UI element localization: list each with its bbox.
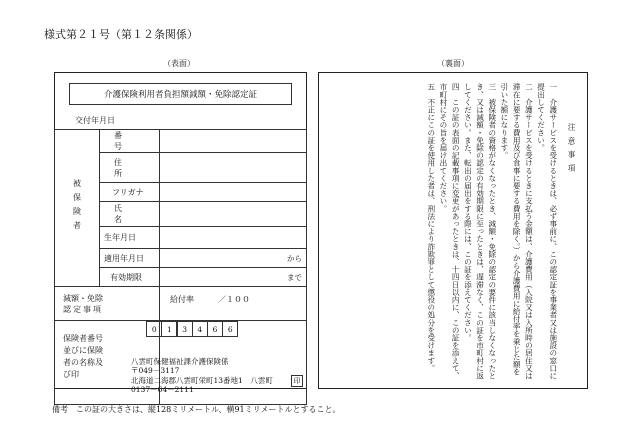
furigana-label: フリガナ [100,183,160,202]
back-card [318,72,588,389]
back-side-label: （裏面） [437,59,469,68]
note-item-5: 五 不正にこの証を使用した者は、刑法により詐欺罪として懲役の処分を受けます。 [426,83,436,372]
front-side-label: （表面） [163,59,195,68]
note-item-2: 二 介護サービスを受けるときに支払う金額は、介護費用（入院又は入所時の居住又は滞在に要する費用及び食事に要する費用を除く。）から介護費用に給付率を乗じた額を引いた額になります。 [499,83,534,380]
front-card [54,72,307,395]
note-item-4: 四 この証の表面の記載事項に変更があったときは、十四日以内に、この証を添えて、市町村にその旨を届け出てください。 [438,83,461,380]
birth-value [160,227,307,249]
seal-box: 印 [291,375,303,387]
insurer-address: 北海道二海郡八雲町栄町13番地1 八雲町 [131,375,273,385]
insurer-digit-4: 4 [192,321,208,337]
birth-label: 生年月日 [100,227,160,249]
issue-date-label: 交付年月日 [75,116,115,125]
form-number: 様式第２１号（第１２条関係） [44,28,198,41]
name-label: 氏 名 [100,202,160,227]
certificate-title: 介護保険利用者負担額減額・免除認定証 [69,83,292,105]
insurer-digit-6: 6 [222,321,238,337]
number-label: 番 号 [100,130,160,153]
reduction-label-2: 認定事項 [63,304,103,314]
note-item-1: 一 介護サービスを受けるときは、必ず事前に、この認定証を事業者又は施設の窓口に提出してください。 [536,83,558,380]
expiry-suffix: まで [160,268,307,287]
benefit-rate: 給付率 ／１００ [170,295,250,304]
applicable-suffix: から [160,249,307,268]
reduction-label-cell [55,287,160,321]
insurer-digit-3: 3 [177,321,193,337]
insurer-label-2: 並びに保険 [63,346,103,355]
notes-title: 注意事項 [567,123,576,178]
footnote: 備考 この証の大きさは、縦128ミリメートル、横91ミリメートルとすること。 [52,405,341,414]
insurer-digit-1: 0 [146,321,162,337]
reduction-label-1: 減額・免除 [63,293,103,303]
number-value [160,130,307,153]
note-item-3: 三 被保険者の資格がなくなったとき、減額・免除の認定の要件に該当しなくなったとき、又は減額・免除の認定の有効期限に至ったときは、遅滞なく、この証を市町村に返してください。また、転出の届出をする際には、この証を添えてください。 [463,83,497,380]
address-value [160,153,307,183]
furigana-value [160,183,307,202]
insurer-label-3: 者の名称及 [63,358,103,367]
insured-header: 被保険者 [55,130,100,287]
insurer-digit-2: 1 [161,321,177,337]
insurer-label-4: び印 [63,370,79,379]
address-label: 住 所 [100,153,160,183]
applicable-label: 適用年月日 [100,249,160,268]
notes-text [425,83,577,380]
expiry-label: 有効期限 [100,268,160,287]
insurer-digit-5: 6 [207,321,223,337]
insurer-postal: 〒049－3117 [131,366,180,376]
insurer-phone: 0137－64－2111 [131,385,194,395]
insurer-label-1: 保険者番号 [63,334,103,343]
insurer-number-boxes [147,321,238,337]
insurer-name: 八雲町保健福祉課介護保険係 [131,357,229,366]
insurer-info [131,357,273,395]
name-value [160,202,307,227]
